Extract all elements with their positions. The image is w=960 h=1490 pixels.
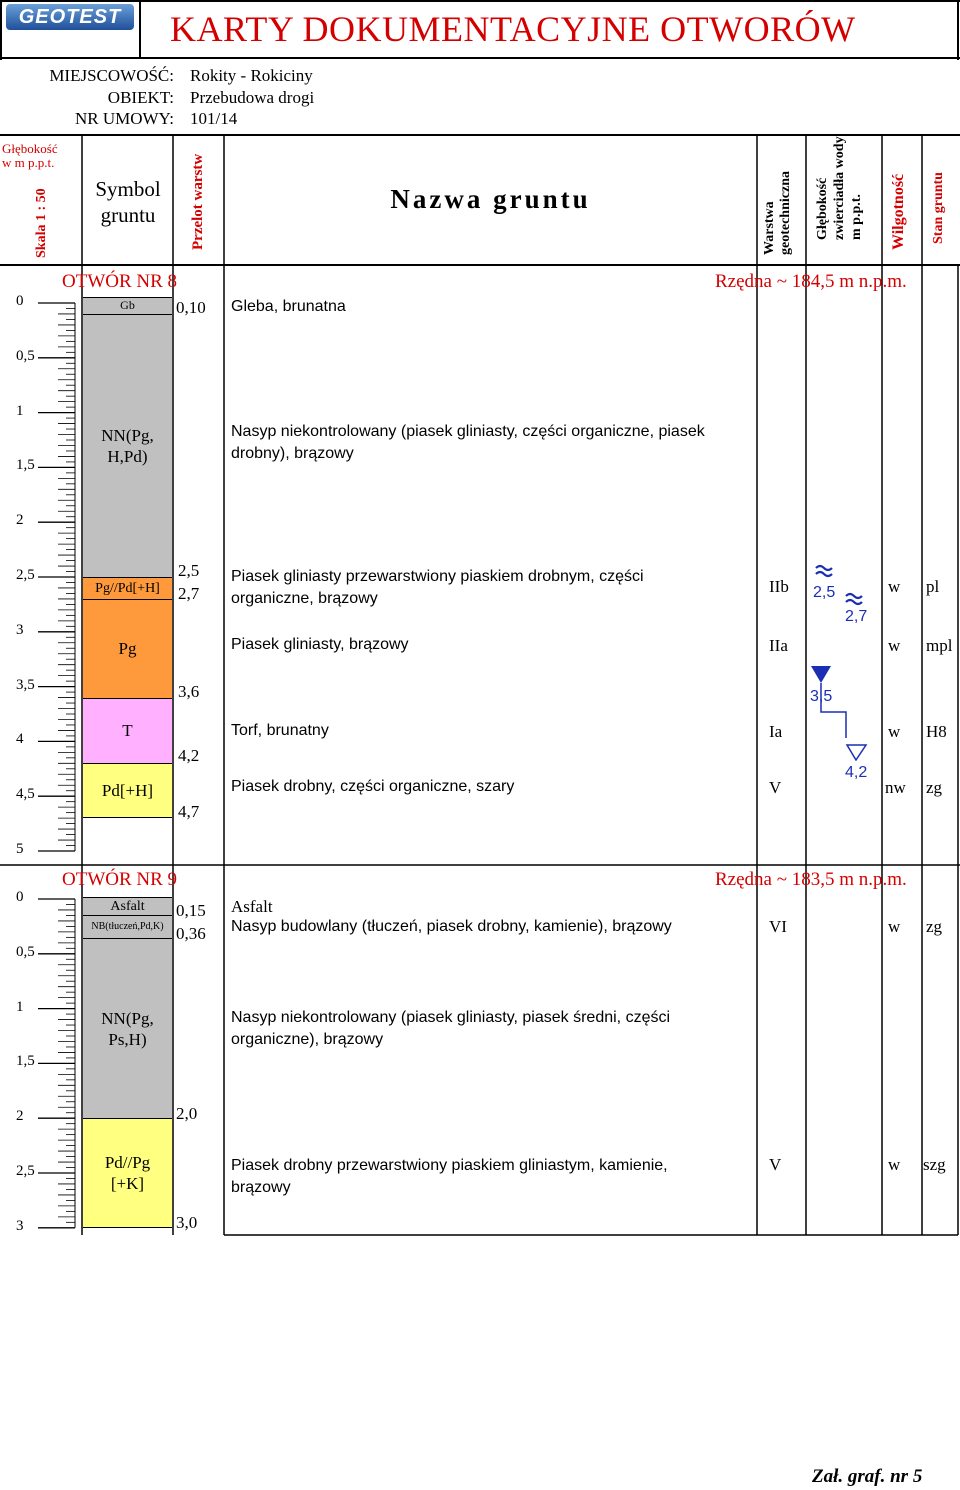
wilgotnosc-value: w — [888, 577, 901, 596]
header-przelot: Przelot warstw — [190, 153, 206, 250]
przelot-value: 2,5 — [178, 561, 200, 580]
soil-layer: NB(tłuczeń,Pd,K) — [83, 915, 172, 938]
przelot-value: 0,36 — [176, 924, 206, 943]
header-wilgotnosc: Wilgotność — [890, 173, 907, 250]
depth-label: 0 — [16, 293, 24, 309]
depth-label: 5 — [16, 841, 24, 857]
borehole-9-elevation: Rzędna ~ 183,5 m n.p.m. — [715, 869, 907, 890]
soil-description: Piasek gliniasty przewarstwiony piaskiem drobnym, części organiczne, brązowy — [231, 568, 644, 607]
soil-layer: NN(Pg, Ps,H) — [83, 938, 172, 1118]
warstwa-value: V — [769, 1155, 782, 1174]
przelot-value: 0,10 — [176, 298, 206, 317]
soil-layer: Asfalt — [83, 897, 172, 915]
seepage-icon — [846, 594, 862, 604]
warstwa-value: IIa — [769, 636, 788, 655]
header-warstwa: Warstwa geotechniczna — [762, 171, 793, 255]
meta-value-umowa: 101/14 — [190, 109, 238, 128]
page-title: KARTY DOKUMENTACYJNE OTWORÓW — [170, 9, 856, 49]
soil-description: Piasek drobny przewarstwiony piaskiem gliniastym, kamienie, brązowy — [231, 1157, 668, 1196]
header-scale: Skala 1 : 50 — [34, 188, 49, 258]
meta-label-obiekt: OBIEKT: — [107, 88, 174, 107]
stan-value: zg — [926, 917, 943, 936]
soil-description: Nasyp niekontrolowany (piasek gliniasty, piasek średni, części organiczne), brązowy — [231, 1009, 671, 1048]
soil-description: Asfalt — [231, 897, 273, 916]
przelot-value: 2,7 — [178, 584, 200, 603]
logo-text: GEOTEST — [18, 5, 122, 28]
borehole-9-title: OTWÓR NR 9 — [62, 869, 178, 890]
przelot-value: 0,15 — [176, 901, 206, 920]
depth-label: 1 — [16, 402, 24, 419]
soil-description: Piasek gliniasty, brązowy — [231, 636, 409, 653]
header-symbol: Symbol gruntu — [95, 177, 161, 227]
depth-label: 1,5 — [16, 1053, 35, 1070]
soil-description: Gleba, brunatna — [231, 298, 346, 315]
water-stabilized-depth: 4,2 — [845, 764, 868, 781]
attachment-label: Zał. graf. nr 5 — [812, 1466, 923, 1487]
borehole-8-elevation: Rzędna ~ 184,5 m n.p.m. — [715, 271, 907, 292]
borehole-8-title: OTWÓR NR 8 — [62, 271, 178, 292]
soil-layer: Pg//Pd[+H] — [83, 577, 172, 599]
wilgotnosc-value: nw — [885, 778, 906, 797]
header-nazwa: Nazwa gruntu — [390, 184, 591, 214]
meta-label-umowa: NR UMOWY: — [74, 109, 174, 128]
soil-layer: Pd//Pg [+K] — [83, 1118, 172, 1228]
seepage-icon — [816, 566, 832, 576]
meta-label-miejscowosc: MIEJSCOWOŚĆ: — [49, 66, 174, 85]
warstwa-value: IIb — [769, 577, 789, 596]
stan-value: mpl — [926, 636, 953, 655]
seepage-depth: 2,7 — [845, 608, 868, 625]
depth-label: 4,5 — [16, 786, 35, 803]
stan-value: pl — [926, 577, 940, 596]
warstwa-value: Ia — [769, 722, 783, 741]
meta-value-miejscowosc: Rokity - Rokiciny — [190, 66, 313, 85]
depth-label: 1 — [16, 998, 24, 1015]
depth-label: 0 — [16, 889, 24, 905]
depth-label: 3 — [16, 621, 24, 638]
header-zwierciadlo: Głębokość zwierciadła wody m p.p.t. — [815, 136, 864, 240]
header-stan: Stan gruntu — [931, 172, 946, 244]
soil-layer: T — [83, 698, 172, 764]
depth-label: 0,5 — [16, 347, 35, 364]
water-drilled-depth: 3,5 — [810, 688, 833, 705]
soil-layer: Pg — [83, 599, 172, 698]
water-drilled-icon — [811, 666, 831, 683]
soil-layer: Pd[+H] — [83, 763, 172, 818]
header-depth: Głębokość w m p.p.t. — [2, 141, 58, 170]
depth-label: 2,5 — [16, 1163, 35, 1179]
przelot-value: 4,2 — [178, 746, 200, 765]
wilgotnosc-value: w — [888, 1155, 901, 1174]
depth-label: 0,5 — [16, 943, 35, 960]
przelot-value: 4,7 — [178, 802, 200, 821]
stan-value: H8 — [926, 722, 947, 741]
wilgotnosc-value: w — [888, 636, 901, 655]
soil-description: Piasek drobny, części organiczne, szary — [231, 778, 515, 795]
depth-label: 1,5 — [16, 457, 35, 474]
wilgotnosc-value: w — [888, 917, 901, 936]
depth-label: 2 — [16, 1108, 24, 1125]
depth-ruler — [0, 303, 80, 857]
soil-description: Torf, brunatny — [231, 722, 329, 739]
warstwa-value: V — [769, 778, 782, 797]
soil-description: Nasyp niekontrolowany (piasek gliniasty, części organiczne, piasek drobny), brązowy — [231, 423, 705, 462]
warstwa-value: VI — [769, 917, 787, 936]
water-stabilized-icon — [847, 745, 866, 760]
meta-value-obiekt: Przebudowa drogi — [190, 88, 315, 107]
soil-layer: NN(Pg, H,Pd) — [83, 314, 172, 577]
geotest-logo — [6, 4, 134, 30]
seepage-depth: 2,5 — [813, 584, 836, 601]
soil-description: Nasyp budowlany (tłuczeń, piasek drobny, kamienie), brązowy — [231, 918, 672, 935]
wilgotnosc-value: w — [888, 722, 901, 741]
stan-value: zg — [926, 778, 943, 797]
przelot-value: 2,0 — [176, 1104, 198, 1123]
depth-label: 4 — [16, 731, 24, 748]
depth-label: 2,5 — [16, 567, 35, 583]
depth-label: 2 — [16, 512, 24, 529]
depth-label: 3,5 — [16, 676, 35, 693]
soil-layer: Gb — [83, 297, 172, 314]
przelot-value: 3,0 — [176, 1213, 198, 1232]
przelot-value: 3,6 — [178, 682, 200, 701]
stan-value: szg — [923, 1155, 946, 1174]
depth-label: 3 — [16, 1217, 24, 1234]
depth-ruler — [0, 899, 80, 1234]
